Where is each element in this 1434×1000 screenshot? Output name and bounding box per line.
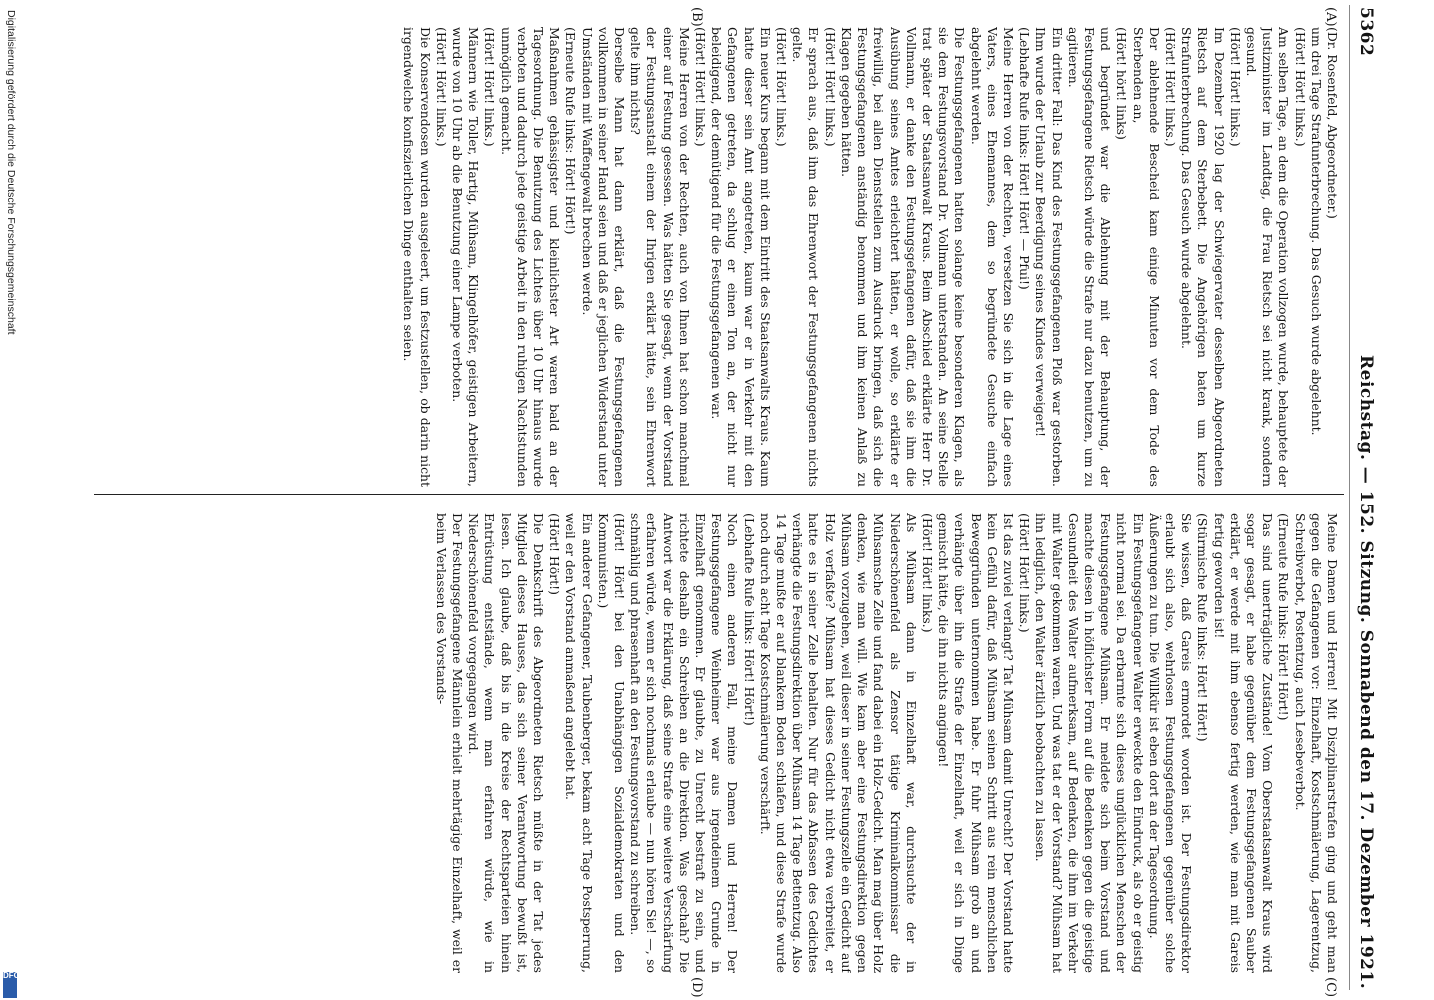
margin-letter-b: (B) (689, 7, 704, 27)
page-number: 5362 (1356, 7, 1376, 57)
margin-letter-c: (C) (1323, 977, 1338, 998)
page-header (1349, 5, 1380, 990)
page-title: Reichstag. — 152. Sitzung. Sonnabend den 17. Dezember 1921. (1356, 355, 1376, 990)
digitization-credit (3, 10, 23, 1000)
newspaper-page (90, 5, 1380, 998)
right-column-text: Meine Damen und Herren! Mit Disziplinarstrafen ging und geht man gegen die Gefangenen vor: Einzelhaft, Kostschmälerung, Lagerentzug, Schreibverbot, Postentzug, auch Lesebeverbot. (Erneute Rufe links: Hört! Hört!) Das sind unerträgliche Zustände! Vom Oberstaatsanwalt Kraus wird sogar gesagt, er habe gegenüber dem Festungsgefangenen Sauber erklärt, er werde mit ihm ebenso fertig werden, wie man mit Gareis fertig geworden ist! (Stürmische Rufe links: Hört! Hört!) Sie wissen, daß Gareis ermordet worden ist. Der Festungsdirektor erlaubt sich also, wehrlosen Festungsgefangenen gegenüber solche Äußerungen zu tun. Die Willkür ist eben dort an der Tagesordnung. Ein Festungsgefangener Walter erweckte den Eindruck, als ob er geistig nicht normal sei. Da erbarmte sich dieses unglücklichen Menschen der Festungsgefangene Mühsam. Er meldete sich beim Vorstand und machte diesen in höflichster Form auf die Bedenken gegen die geistige Gesundheit des Walter aufmerksam, auf Bedenken, die ihm im Verkehr mit Walter gekommen waren. Und was tat er der Vorstand? Mühsam hat ihn lediglich, den Walter ärztlich beobachten zu lassen. (Hört! Hört! links.) Ist das zuviel verlangt? Tat Mühsam damit Unrecht? Der Vorstand hatte kein Gefühl dafür, daß Mühsam seinen Schritt aus rein menschlichen Beweggründen unternommen habe. Er fuhr Mühsam grob an und verhängte über ihn die Strafe der Einzelhaft, weil er sich in Dinge gemischt hätte, die ihn nichts angingen! (Hört! Hört! links.) Als Mühsam dann in Einzelhaft war, durchsuchte der in Niederschönenfeld als Zensor tätige Kriminalkommissar die Mühsamsche Zelle und fand dabei ein Holz-Gedicht. Man mag über Holz denken, wie man will. Wie kam aber eine Festungsdirektion gegen Mühsam vorzugehen, weil dieser in seiner Festungszelle ein Gedicht auf Holz verfaßte? Mühsam hat dieses Gedicht nicht etwa verbreitet, er hatte es in seiner Zelle behalten. Nur für das Abfassen des Gedichtes verhängte die Festungsdirektion über Mühsam 14 Tage Bettentzug. Also 14 Tage mußte er auf blankem Boden schlafen, und diese Strafe wurde noch durch acht Tage Kostschmälerung verschärft. (Lebhafte Rufe links: Hört! Hört!) Noch einen anderen Fall, meine Damen und Herren! Der Festungsgefangene Weinheimer war aus irgendeinem Grunde in Einzelhaft genommen. Er glaubte, zu Unrecht bestraft zu sein, und richtete deshalb ein Schreiben an die Direktion. Was geschah? Die Antwort war die Erklärung, daß seine Strafe eine weitere Verschärfung erfahren würde, wenn er sich nochmals erlaube — nun hören Sie! —, so schmählig und phrasenhaft an den Festungsvorstand zu schreiben. (Hört! Hört! bei den Unabhängigen Sozialdemokraten und den Kommunisten.) Ein anderer Gefangener, Taubenberger, bekam acht Tage Postsperrung, weil er den Vorstand anmaßend angelebt hat. (Hört! Hört!) Die Denkschrift des Abgeordneten Rietsch müßte in der Tat jedes Mitglied dieses Hauses, das sich seiner Verantwortung bewußt ist, lesen. Ich glaube, daß bis in die Kreise der Rechtsparteien hinein Entrüstung entstände, wenn man erfahren würde, wie in Niederschönenfeld vorgegangen wird. Der Festungsgefangene Männlein erhielt mehrtägige Einzelhaft, weil er beim Verlassen des Vorstands- (433, 513, 1340, 973)
margin-letter-a: (A) (1323, 7, 1338, 27)
left-column-text: (Dr. Rosenfeld, Abgeordneter.) um drei Tage Strafunterbrechung. Das Gesuch wurde abgelehnt. (Hört! Hört! links.) Am selben Tage, an dem die Operation vollzogen wurde, behauptete der Justizminister im Landtag, die Frau Rietsch sei nicht krank, sondern gesund. (Hört! Hört! links.) Im Dezember 1920 lag der Schwiegervater desselben Abgeordneten Rietsch auf dem Sterbebett. Die Angehörigen baten um kurze Strafunterbrechung. Das Gesuch wurde abgelehnt. (Hört! Hört! links.) Der ablehnende Bescheid kam einige Minuten vor dem Tode des Sterbenden an, (Hört! hört! links) und begründet war die Ablehnung mit der Behauptung, der Festungsgefangene Rietsch würde die Strafe nur dazu benutzen, um zu agitieren. Ein dritter Fall: Das Kind des Festungsgefangenen Ploß war gestorben. Ihm wurde der Urlaub zur Beerdigung seines Kindes verweigert! (Lebhafte Rufe links: Hört! Hört! — Pfui!) Meine Herren von der Rechten, versetzen Sie sich in die Lage eines Vaters, eines Ehemannes, dem so begründete Gesuche einfach abgelehnt werden. Die Festungsgefangenen hatten solange keine besonderen Klagen, als sie dem Festungsvorstand Dr. Vollmann unterstanden. An seine Stelle trat später der Staatsanwalt Kraus. Beim Abschied erklärte Herr Dr. Vollmann, er danke den Festungsgefangenen dafür, daß sie ihm die Ausübung seines Amtes erleichtert hätten, er wolle, so erklärte er freiwillig, bei allen Dienststellen zum Ausdruck bringen, daß sich die Festungsgefangenen anständig benommen und ihm keinen Anlaß zu Klagen gegeben hätten. (Hört! Hört! links.) Er sprach aus, daß ihm das Ehrenwort der Festungsgefangenen nichts gelte. (Hört! Hört! links.) Ein neuer Kurs begann mit dem Eintritt des Staatsanwalts Kraus. Kaum hatte dieser sein Amt angetreten, kaum war er in Verkehr mit den Gefangenen getreten, da schlug er einen Ton an, der nicht nur beleidigend, der demütigend für die Festungsgefangenen war. (Hört! Hört! links.) Meine Herren von der Rechten, auch von Ihnen hat schon manchmal einer auf Festung gesessen. Was hätten Sie gesagt, wenn der Vorstand der Festungsanstalt einem der Ihrigen erklärt hätte, sein Ehrenwort gelte ihm nichts? Derselbe Mann hat dann erklärt, daß die Festungsgefangenen vollkommen in seiner Hand seien und daß er jeglichen Widerstand unter Umständen mit Waffengewalt brechen werde. (Erneute Rufe links: Hört! Hört!) Maßnahmen gehässigster und kleinlichster Art waren bald an der Tagesordnung. Die Benutzung des Lichtes über 10 Uhr hinaus wurde verboten und dadurch jede geistige Arbeit in den ruhigen Nachtstunden unmöglich gemacht. (Hört! Hört! links.) Männern wie Toller, Hartig, Mühsam, Klingelhöfer, geistigen Arbeitern, wurde von 10 Uhr ab die Benutzung einer Lampe verboten. (Hört! Hört! links.) Die Konservendosen wurden ausgeleert, um festzustellen, ob darin nicht irgendwelche konfiszierlichen Dinge enthalten seien. (401, 27, 1340, 487)
credit-text: Digitalisierung gefördert durch die Deutsche Forschungsgemeinschaft (5, 10, 17, 335)
margin-letter-d: (D) (689, 977, 704, 998)
column-divider (94, 494, 1344, 495)
dfg-logo: DFG (3, 972, 17, 998)
